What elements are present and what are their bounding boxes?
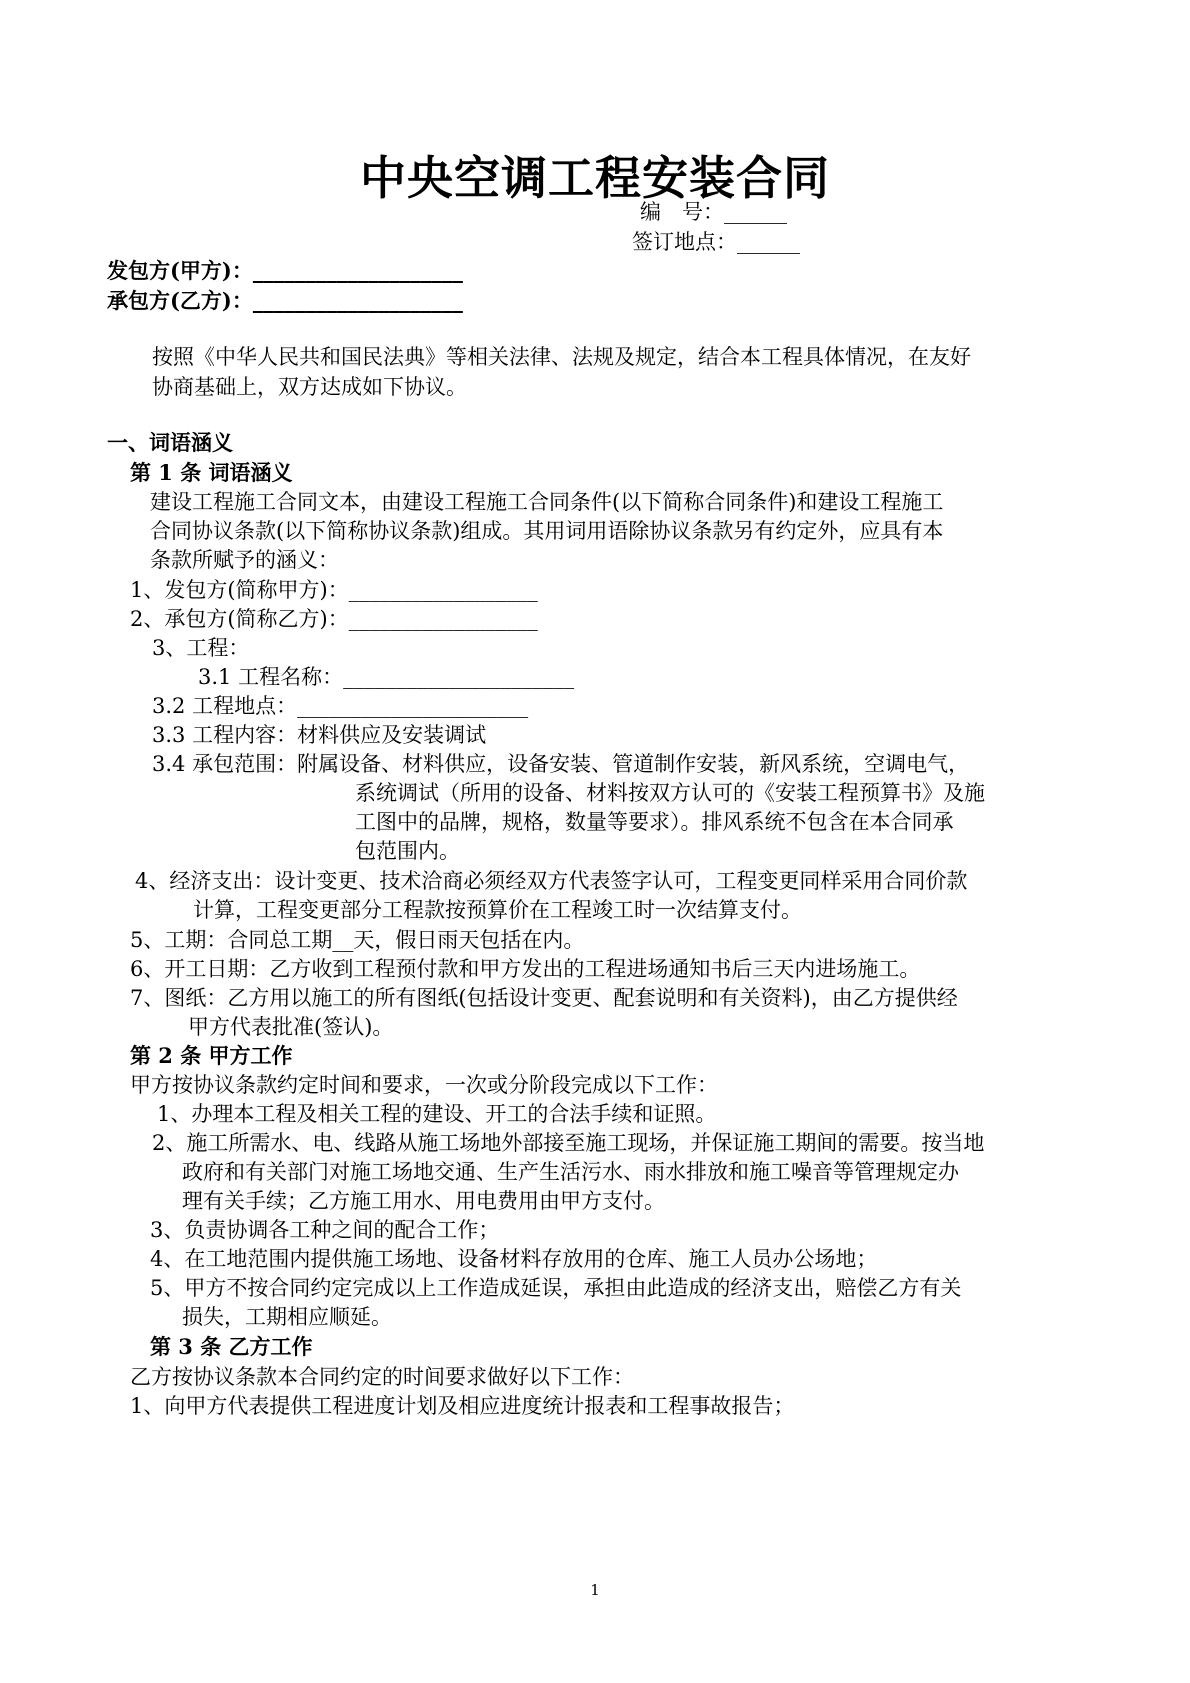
party-a-line: 发包方(甲方)：____________________: [107, 258, 463, 283]
definition-item-3-1: 3.1 工程名称：______________________: [198, 665, 575, 689]
preamble-line-1: 按照《中华人民共和国民法典》等相关法律、法规及规定，结合本工程具体情况，在友好: [152, 345, 971, 369]
definition-item-4-cont: 计算，工程变更部分工程款按预算价在工程竣工时一次结算支付。: [193, 898, 802, 922]
party-b-line: 承包方(乙方)：____________________: [107, 288, 463, 313]
section-heading: 一、词语涵义: [107, 430, 233, 455]
definition-item-3-2: 3.2 工程地点：______________________: [152, 694, 529, 718]
article-2-item-2-cont-1: 政府和有关部门对施工场地交通、生产生活污水、雨水排放和施工噪音等管理规定办: [182, 1160, 959, 1184]
article-1-heading: 第 1 条 词语涵义: [130, 460, 293, 485]
definition-item-3-4: 3.4 承包范围：附属设备、材料供应，设备安装、管道制作安装，新风系统，空调电气，: [152, 752, 970, 776]
article-1-intro-1: 建设工程施工合同文本，由建设工程施工合同条件(以下简称合同条件)和建设工程施工: [150, 490, 944, 514]
article-2-heading: 第 2 条 甲方工作: [130, 1043, 293, 1068]
article-3-heading: 第 3 条 乙方工作: [150, 1334, 313, 1359]
article-2-item-5-cont: 损失，工期相应顺延。: [182, 1305, 392, 1329]
article-2-item-2-cont-2: 理有关手续；乙方施工用水、用电费用由甲方支付。: [182, 1189, 665, 1213]
page-number: 1: [590, 1581, 600, 1599]
article-3-item-1: 1、向甲方代表提供工程进度计划及相应进度统计报表和工程事故报告；: [130, 1394, 795, 1418]
definition-item-1: 1、发包方(简称甲方)：__________________: [130, 578, 538, 602]
definition-item-3: 3、工程：: [152, 636, 250, 660]
definition-item-6: 6、开工日期：乙方收到工程预付款和甲方发出的工程进场通知书后三天内进场施工。: [130, 957, 921, 981]
contract-number: 编 号：______: [640, 200, 787, 224]
definition-item-4: 4、经济支出：设计变更、技术洽商必须经双方代表签字认可，工程变更同样采用合同价款: [135, 869, 968, 893]
definition-item-7-cont: 甲方代表批准(签认)。: [188, 1015, 394, 1039]
signing-place: 签订地点：______: [632, 230, 800, 254]
definition-item-5: 5、工期：合同总工期__天，假日雨天包括在内。: [130, 928, 585, 952]
article-2-item-5: 5、甲方不按合同约定完成以上工作造成延误，承担由此造成的经济支出，赔偿乙方有关: [150, 1276, 962, 1300]
article-1-intro-3: 条款所赋予的涵义：: [150, 548, 339, 572]
preamble-line-2: 协商基础上，双方达成如下协议。: [152, 375, 467, 399]
article-2-item-2: 2、施工所需水、电、线路从施工场地外部接至施工现场，并保证施工期间的需要。按当地: [152, 1131, 985, 1155]
definition-item-3-4-cont-3: 包范围内。: [355, 839, 460, 863]
definition-item-3-4-cont-2: 工图中的品牌，规格，数量等要求）。排风系统不包含在本合同承: [355, 810, 954, 834]
definition-item-3-3: 3.3 工程内容：材料供应及安装调试: [152, 723, 487, 747]
definition-item-7: 7、图纸：乙方用以施工的所有图纸(包括设计变更、配套说明和有关资料)，由乙方提供经: [130, 986, 958, 1010]
article-2-intro: 甲方按协议条款约定时间和要求，一次或分阶段完成以下工作：: [130, 1073, 718, 1097]
contract-title: 中央空调工程安装合同: [360, 151, 830, 205]
article-2-item-4: 4、在工地范围内提供施工场地、设备材料存放用的仓库、施工人员办公场地；: [150, 1247, 878, 1271]
article-2-item-3: 3、负责协调各工种之间的配合工作；: [150, 1218, 500, 1242]
definition-item-3-4-cont-1: 系统调试（所用的设备、材料按双方认可的《安装工程预算书》及施: [355, 781, 985, 805]
definition-item-2: 2、承包方(简称乙方)：__________________: [130, 607, 538, 631]
article-1-intro-2: 合同协议条款(以下简称协议条款)组成。其用词用语除协议条款另有约定外，应具有本: [150, 519, 944, 543]
article-3-intro: 乙方按协议条款本合同约定的时间要求做好以下工作：: [130, 1365, 634, 1389]
article-2-item-1: 1、办理本工程及相关工程的建设、开工的合法手续和证照。: [157, 1102, 717, 1126]
